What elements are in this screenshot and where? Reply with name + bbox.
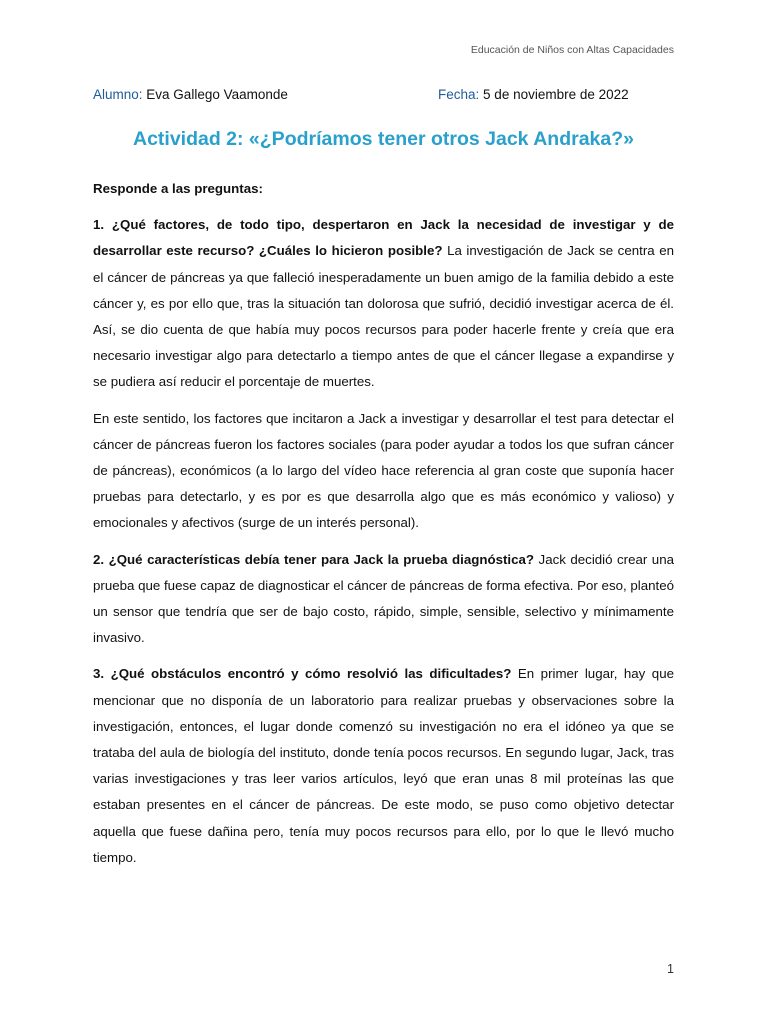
date-value: 5 de noviembre de 2022: [483, 87, 629, 102]
document-body: [93, 176, 674, 881]
running-header: Educación de Niños con Altas Capacidades: [470, 44, 674, 56]
intro-instruction: Responde a las preguntas:: [93, 181, 263, 196]
answer-1-continued: En este sentido, los factores que incitaron a Jack a investigar y desarrollar el test para detectar el cáncer de páncreas fueron los factores sociales (para poder ayudar a todos los que sufran cáncer de páncreas), económicos (a lo largo del vídeo hace referencia al gran coste que suponía hacer pruebas para detectarlo, y es por es que desarrolla algo que es más económico y valioso) y emocionales y afectivos (surge de un interés personal).: [93, 410, 674, 531]
meta-line: [93, 87, 674, 107]
document-title: Actividad 2: «¿Podríamos tener otros Jack Andraka?»: [132, 128, 635, 150]
paragraph-question-3: [93, 661, 674, 871]
student-label: Alumno:: [93, 87, 143, 102]
paragraph-question-2: [93, 547, 674, 652]
date-info: [438, 87, 629, 102]
answer-3: En primer lugar, hay que mencionar que no disponía de un laboratorio para realizar pruebas y observaciones sobre la investigación, entonces, el lugar donde comenzó su investigación no era el idóneo ya que se trataba del aula de biología del instituto, donde tenía pocos recursos. En segundo lugar, Jack, tras varias investigaciones y tras leer varios artículos, leyó que eran unas 8 mil proteínas las que estaban presentes en el cáncer de páncreas. De este modo, se puso como objetivo detectar aquella que fuese dañina pero, tenía muy pocos recursos para ello, por lo que le llevó mucho tiempo.: [93, 666, 674, 865]
answer-2: Jack decidió crear una prueba que fuese capaz de diagnosticar el cáncer de páncreas de forma efectiva. Por eso, planteó un sensor que tendría que ser de bajo costo, rápido, simple, sensible, selectivo y mínimamente invasivo.: [93, 551, 674, 646]
paragraph-factors: [93, 406, 674, 537]
date-label: Fecha:: [438, 87, 480, 102]
question-3: 3. ¿Qué obstáculos encontró y cómo resolvió las dificultades?: [93, 666, 512, 682]
student-name: Eva Gallego Vaamonde: [146, 87, 288, 102]
paragraph-question-1: [93, 212, 674, 395]
question-2: 2. ¿Qué características debía tener para Jack la prueba diagnóstica?: [93, 551, 535, 567]
answer-1: La investigación de Jack se centra en el cáncer de páncreas ya que falleció inesperadamente un buen amigo de la familia debido a este cáncer y, es por ello que, tras la situación tan dolorosa que sufrió, decidió investigar acerca de él. Así, se dio cuenta de que había muy pocos recursos para poder hacerle frente y creía que era necesario investigar algo para detectarlo a tiempo antes de que el cáncer llegase a expandirse y se pudiera así reducir el porcentaje de muertes.: [93, 243, 674, 390]
page-number: 1: [667, 962, 674, 976]
question-1: 1. ¿Qué factores, de todo tipo, despertaron en Jack la necesidad de investigar y de desarrollar este recurso? ¿Cuáles lo hicieron posible?: [93, 217, 674, 259]
student-info: [93, 87, 288, 102]
